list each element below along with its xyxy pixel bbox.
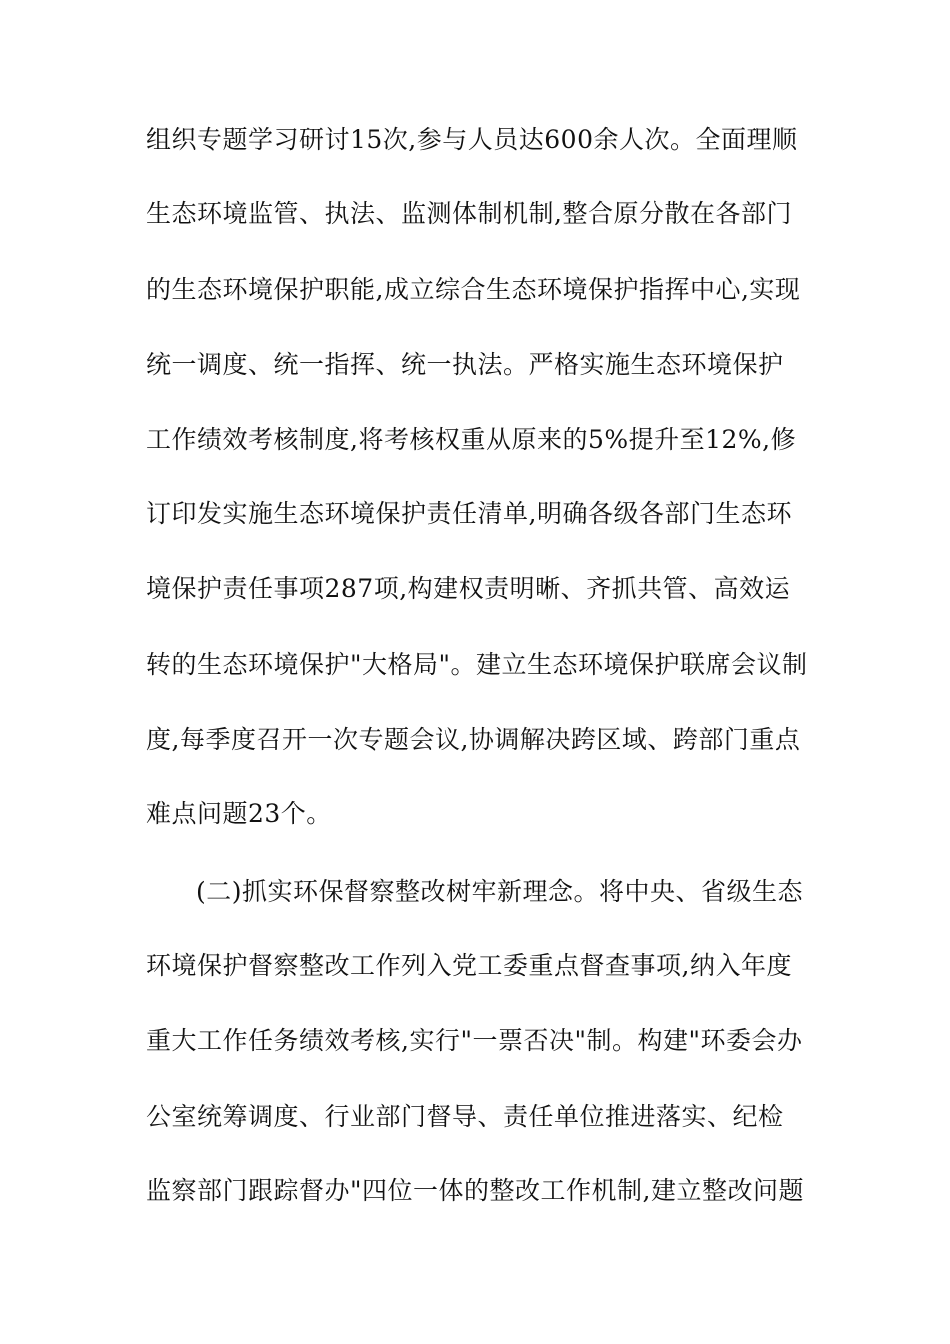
paragraph-line: 转的生态环境保护"大格局"。建立生态环境保护联席会议制 — [146, 650, 808, 679]
paragraph-line: 公室统筹调度、行业部门督导、责任单位推进落实、纪检 — [146, 1102, 784, 1131]
paragraph-line: 统一调度、统一指挥、统一执法。严格实施生态环境保护 — [146, 350, 784, 379]
paragraph-line: 境保护责任事项287项,构建权责明晰、齐抓共管、高效运 — [146, 574, 791, 603]
paragraph-line: 度,每季度召开一次专题会议,协调解决跨区域、跨部门重点 — [146, 725, 801, 754]
paragraph-line: 环境保护督察整改工作列入党工委重点督查事项,纳入年度 — [146, 951, 792, 980]
paragraph-line: 生态环境监管、执法、监测体制机制,整合原分散在各部门 — [146, 199, 792, 228]
paragraph-line: 重大工作任务绩效考核,实行"一票否决"制。构建"环委会办 — [146, 1026, 803, 1055]
paragraph-line: (二)抓实环保督察整改树牢新理念。将中央、省级生态 — [196, 877, 804, 906]
paragraph-line: 订印发实施生态环境保护责任清单,明确各级各部门生态环 — [146, 499, 792, 528]
paragraph-line: 监察部门跟踪督办"四位一体的整改工作机制,建立整改问题 — [146, 1176, 804, 1205]
paragraph-line: 工作绩效考核制度,将考核权重从原来的5%提升至12%,修 — [146, 425, 797, 454]
paragraph-line: 组织专题学习研讨15次,参与人员达600余人次。全面理顺 — [146, 125, 798, 154]
paragraph-line: 的生态环境保护职能,成立综合生态环境保护指挥中心,实现 — [146, 275, 801, 304]
paragraph-line: 难点问题23个。 — [146, 799, 332, 828]
